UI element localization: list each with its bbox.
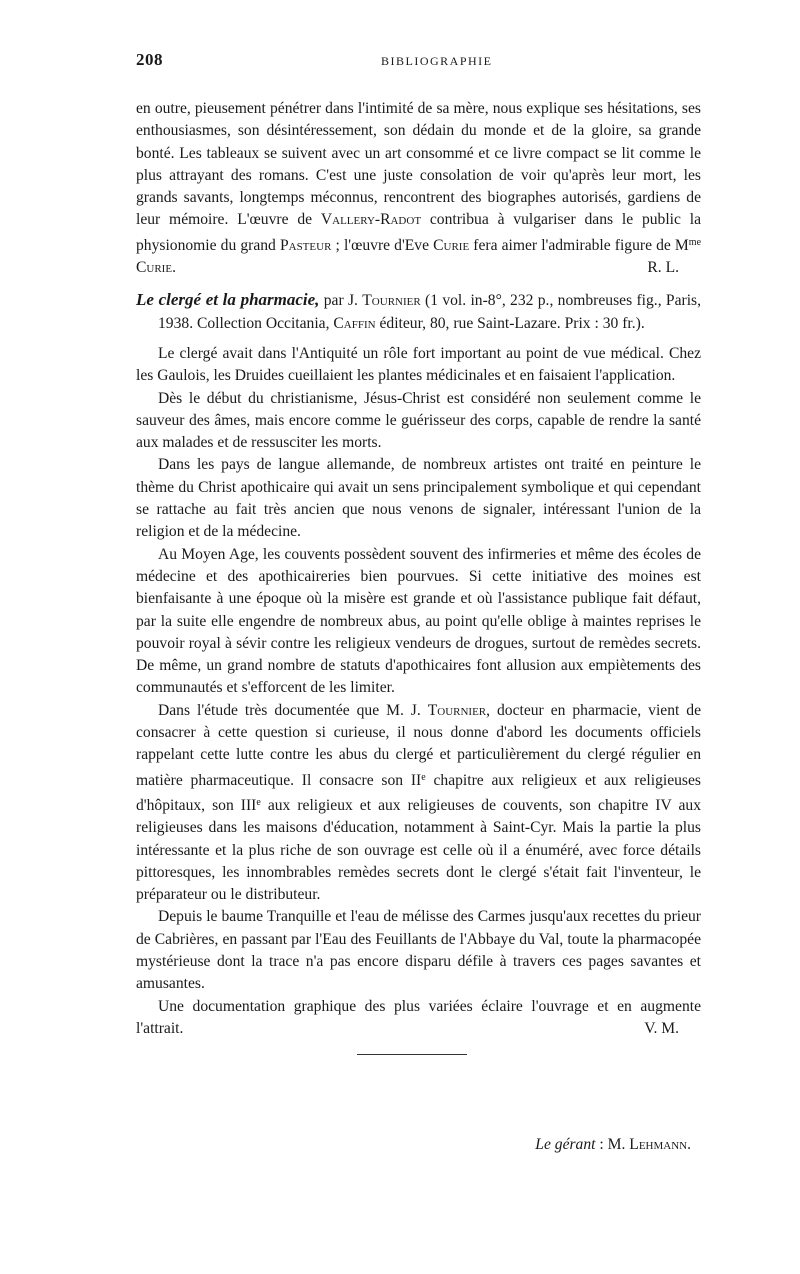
manager-name: Lehmann. [629, 1136, 691, 1153]
review-text: ; l'œuvre d'Eve [331, 236, 434, 254]
review-text: fera aimer l'admirable figure de M [469, 236, 689, 254]
reviewer-signature: V. M. [644, 1019, 679, 1037]
review-paragraph: Dès le début du christianisme, Jésus-Christ est considéré non seulement comme le sauveur des âmes, mais encore comme le guérisseur des corps, capable de rendre la santé aux malades et de ressusciter les morts. [136, 389, 701, 452]
book-citation [136, 289, 701, 335]
superscript-me: me [688, 236, 702, 248]
footer-separator: : M. [595, 1136, 630, 1153]
review-paragraph [136, 996, 701, 1041]
running-title: BIBLIOGRAPHIE [381, 54, 493, 68]
page-number: 208 [136, 50, 163, 69]
name-pasteur: Pasteur [279, 236, 332, 254]
review-paragraph: Le clergé avait dans l'Antiquité un rôle fort important au point de vue médical. Chez les Gaulois, les Druides cueillaient les plantes médicinales et en faisaient l'application. [136, 344, 701, 385]
publisher-footer [136, 1136, 701, 1154]
book-title: Le clergé et la pharmacie, [136, 290, 320, 310]
review-text: Dans l'étude très documentée que M. J. [158, 701, 428, 719]
review-text: , docteur en pharmacie, vient de consacrer à cette question si curieuse, il nous donne d'abord les documents officiels rappelant cette lutte contre les abus du clergé et particulièrement du clergé régulier en matière pharmaceutique. Il consacre son II [136, 701, 701, 789]
name-curie: Curie. [136, 259, 176, 277]
superscript-e: e [256, 796, 261, 808]
reviewer-signature: R. L. [647, 259, 679, 277]
review-paragraph-curie [136, 98, 701, 279]
review-text: contribua à vulgariser dans le public la physionomie du grand [136, 211, 701, 254]
citation-text: éditeur, 80, rue Saint-Lazare. Prix : 30 fr.). [375, 314, 645, 332]
divider-rule [357, 1054, 467, 1055]
review-text: chapitre aux religieux et aux religieuses d'hôpitaux, son III [136, 771, 701, 814]
name-curie: Curie [433, 236, 470, 254]
review-paragraph [136, 700, 701, 907]
book-author: Tournier [427, 701, 487, 719]
review-text: aux religieux et aux religieuses de couvents, son chapitre IV aux religieuses dans les maisons d'éducation, notamment à Saint-Cyr. Mais la partie la plus intéressante et la plus riche de son ouvrage est celle où il a énuméré, avec force détails pittoresques, les innombrables remèdes secrets dont le clergé s'était fait l'inventeur, le préparateur ou le distributeur. [136, 796, 701, 904]
book-publisher: Caffin [333, 314, 376, 332]
footer-label: Le gérant [535, 1136, 596, 1153]
page-header [136, 50, 701, 74]
review-paragraph: Au Moyen Age, les couvents possèdent souvent des infirmeries et même des écoles de médecine et des apothicaireries bien pourvues. Si cette initiative des moines est bienfaisante à une époque où la misère est grande et où l'assistance publique fait défaut, par la suite elle engendre de nombreux abus, au point qu'elle oblige à maintes reprises le pouvoir royal à sévir contre les religieux vendeurs de drogues, surtout de remèdes secrets. De même, un grand nombre de statuts d'apothicaires font allusion aux empiètements des communautés et s'efforcent de les limiter. [136, 545, 701, 697]
author-name-vallery-radot: Vallery-Radot [320, 211, 422, 229]
page-body [136, 98, 701, 1055]
review-text: Une documentation graphique des plus variées éclaire l'ouvrage et en augmente l'attrait. [136, 997, 701, 1037]
review-paragraph: Dans les pays de langue allemande, de nombreux artistes ont traité en peinture le thème du Christ apothicaire qui avait un sens principalement symbolique et qui cependant se rattache au fait très ancien que nous venons de signaler, intéressant l'union de la religion et de la médecine. [136, 456, 701, 541]
review-text: en outre, pieusement pénétrer dans l'intimité de sa mère, nous explique ses hésitations, ses enthousiasmes, son désintéressement, son dédain du monde et de la gloire, sa grande bonté. Les tableaux se suivent avec un art consommé et ce livre compact se lit comme le plus attrayant des romans. C'est une juste consolation de voir qu'après leur mort, les grands savants, longtemps méconnus, rencontrent des biographes autorisés, gardiens de leur mémoire. L'œuvre de [136, 100, 701, 229]
citation-text: (1 vol. in-8°, 232 p., nombreuses fig., Paris, 1938. Collection Occitania, [158, 292, 701, 332]
review-paragraph: Depuis le baume Tranquille et l'eau de mélisse des Carmes jusqu'aux recettes du prieur de Cabrières, en passant par l'Eau des Feuillants de l'Abbaye du Val, toute la pharmacopée mystérieuse dont la trace n'a pas encore disparu défile à travers ces pages savantes et amusantes. [136, 908, 701, 993]
citation-text: par J. [319, 292, 363, 310]
book-author: Tournier [362, 292, 421, 310]
superscript-e: e [421, 771, 426, 783]
